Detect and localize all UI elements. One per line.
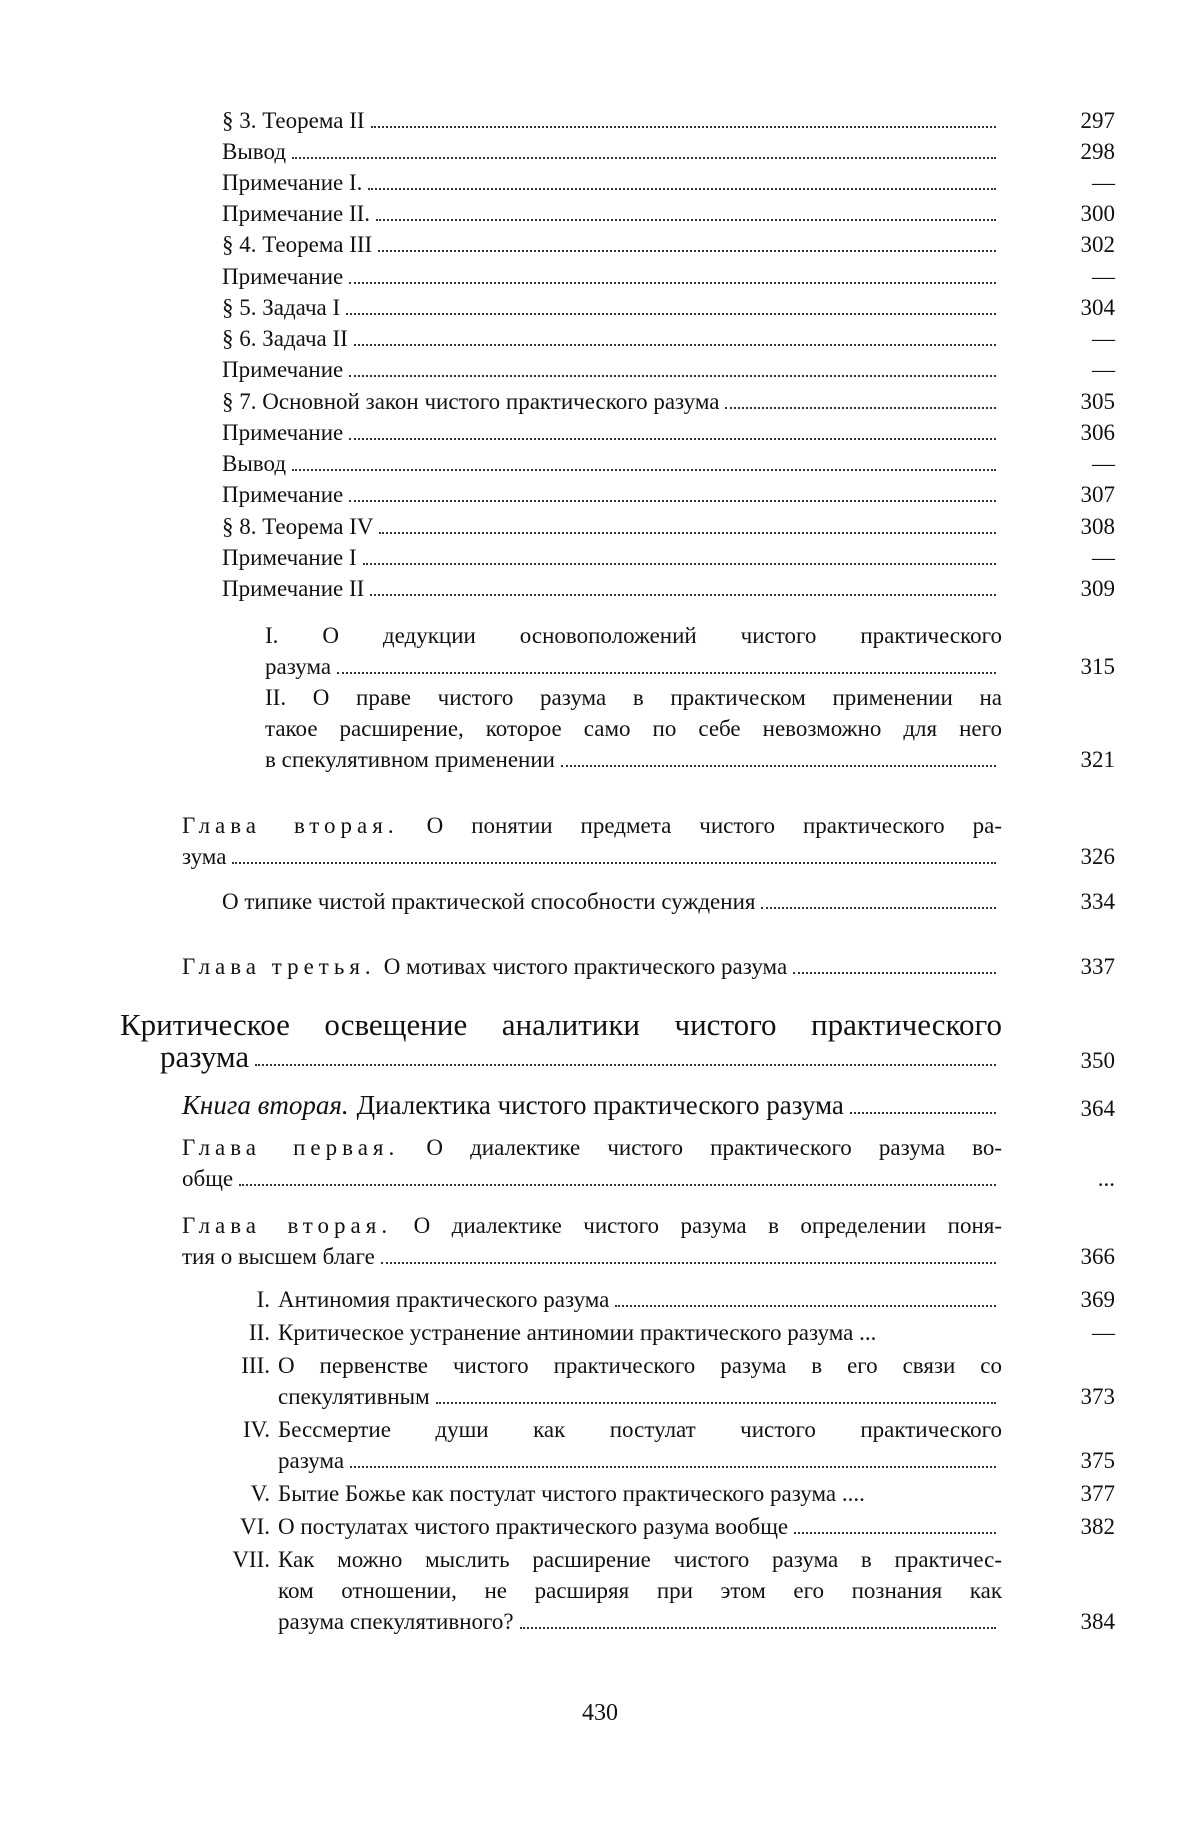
- toc-entry-text: Как можно мыслить расширение чистого разума в практичес-: [278, 1547, 1002, 1572]
- toc-entry-title: тия о высшем благе: [182, 1244, 375, 1269]
- toc-entry-text: О диалектике чистого практического разума во-: [426, 1135, 1002, 1160]
- toc-page-number: 308: [1080, 514, 1115, 539]
- toc-page-number: 309: [1080, 576, 1115, 601]
- toc-entry: [182, 1241, 1002, 1272]
- toc-entry-title: § 6. Задача II: [222, 326, 348, 351]
- toc-entry-line: [265, 682, 1002, 713]
- toc-entry: [222, 511, 1002, 542]
- book-label: Книга вторая.: [182, 1090, 349, 1120]
- item-roman-numeral: III.: [241, 1353, 270, 1378]
- toc-page-number: 307: [1080, 482, 1115, 507]
- toc-entry: [222, 323, 1002, 354]
- toc-entry-title: Примечание: [222, 482, 344, 507]
- toc-page-number: 334: [1080, 889, 1115, 914]
- dot-leader: [354, 344, 996, 346]
- toc-entry-title: Примечание I: [222, 545, 357, 570]
- dot-leader: [346, 313, 996, 315]
- dot-leader: [292, 469, 996, 471]
- toc-entry-line: [278, 1414, 1002, 1445]
- toc-page-number: —: [1092, 326, 1115, 351]
- toc-entry: [222, 542, 1002, 573]
- toc-entry-title: § 7. Основной закон чистого практического разума: [222, 389, 720, 414]
- toc-page-number: 326: [1080, 844, 1115, 869]
- toc-entry-title: Примечание: [222, 264, 344, 289]
- toc-entry: [265, 744, 1002, 775]
- dot-leader: [292, 157, 996, 159]
- toc-entry: [222, 417, 1002, 448]
- toc-entry: [222, 105, 1002, 136]
- toc-entry: [222, 292, 1002, 323]
- toc-page-number: 321: [1080, 747, 1115, 772]
- dot-leader: [725, 407, 996, 409]
- toc-entry-title: Примечание: [222, 357, 344, 382]
- dot-leader: [794, 1532, 996, 1534]
- toc-entry: [222, 354, 1002, 385]
- dot-leader: [349, 438, 996, 440]
- dot-leader: [349, 375, 996, 377]
- toc-entry: [222, 136, 1002, 167]
- chapter-label: Глава вторая.: [182, 1213, 393, 1238]
- toc-entry: [222, 886, 1002, 917]
- page-number: 430: [582, 1700, 618, 1726]
- dot-leader: [850, 1112, 996, 1114]
- toc-entry: [222, 261, 1002, 292]
- toc-page-number: —: [1092, 451, 1115, 476]
- toc-entry-text: О понятии предмета чистого практического ра-: [426, 813, 1002, 838]
- toc-entry-title: Диалектика чистого практического разума: [356, 1090, 844, 1120]
- toc-entry-title: разума: [160, 1039, 250, 1074]
- toc-page-number: 302: [1080, 232, 1115, 257]
- chapter-label: Глава первая.: [182, 1135, 400, 1160]
- toc-entry-title: § 8. Теорема IV: [222, 514, 374, 539]
- toc-entry-line: [182, 1210, 1002, 1241]
- toc-page-number: —: [1092, 357, 1115, 382]
- toc-page-number: 364: [1080, 1096, 1115, 1121]
- toc-entry-title: разума: [278, 1448, 345, 1473]
- dot-leader: [381, 1262, 996, 1264]
- toc-entry-line: Критическое устранение антиномии практического разума ...: [278, 1320, 877, 1345]
- toc-entry-title: разума: [265, 654, 332, 679]
- dot-leader: [378, 250, 996, 252]
- dot-leader: [363, 563, 996, 565]
- item-roman-numeral: I.: [256, 1287, 270, 1312]
- toc-page-number: ...: [1097, 1166, 1115, 1191]
- dot-leader: [561, 765, 996, 767]
- chapter-label: Глава вторая.: [182, 813, 399, 838]
- toc-page-number: 297: [1080, 108, 1115, 133]
- toc-entry-title: § 4. Теорема III: [222, 232, 373, 257]
- toc-page-number: 350: [1080, 1048, 1115, 1073]
- toc-page-number: —: [1092, 170, 1115, 195]
- toc-entry-line: [265, 713, 1002, 744]
- dot-leader: [239, 1184, 996, 1186]
- toc-page-number: 373: [1080, 1384, 1115, 1409]
- toc-page-number: 300: [1080, 201, 1115, 226]
- toc-entry: [278, 1445, 1002, 1476]
- toc-entry-title: § 3. Теорема II: [222, 108, 365, 133]
- toc-page-number: 366: [1080, 1244, 1115, 1269]
- toc-entry: [222, 448, 1002, 479]
- dot-leader: [349, 500, 996, 502]
- dot-leader: [376, 219, 996, 221]
- toc-page-number: —: [1092, 545, 1115, 570]
- toc-entry-title: разума спекулятивного?: [278, 1609, 514, 1634]
- toc-entry: [160, 1040, 1002, 1074]
- toc-page-number: 305: [1080, 389, 1115, 414]
- toc-page-number: 304: [1080, 295, 1115, 320]
- dot-leader: [379, 532, 996, 534]
- toc-page-number: 369: [1080, 1287, 1115, 1312]
- toc-entry: [222, 386, 1002, 417]
- dot-leader: [368, 188, 996, 190]
- toc-page-number: —: [1092, 1320, 1115, 1345]
- toc-entry: [182, 841, 1002, 872]
- toc-entry-title: зума: [182, 844, 227, 869]
- toc-entry-text: I. О дедукции основоположений чистого практического: [265, 623, 1002, 648]
- dot-leader: [520, 1627, 996, 1629]
- toc-entry-line: [182, 810, 1002, 841]
- dot-leader: [793, 972, 996, 974]
- section-heading-line: Критическое освещение аналитики чистого практического: [120, 1007, 1002, 1042]
- toc-entry: [222, 167, 1002, 198]
- toc-entry: [278, 1606, 1002, 1637]
- toc-entry-title: Примечание: [222, 420, 344, 445]
- toc-entry-title: О типике чистой практической способности суждения: [222, 889, 756, 914]
- toc-entry-line: [278, 1544, 1002, 1575]
- toc-entry: [182, 1163, 1002, 1194]
- dot-leader: [255, 1064, 996, 1066]
- toc-entry-title: Примечание II.: [222, 201, 371, 226]
- toc-page-number: —: [1092, 264, 1115, 289]
- toc-page-number: 306: [1080, 420, 1115, 445]
- toc-entry-title: О постулатах чистого практического разума вообще: [278, 1514, 789, 1539]
- toc-entry-title: спекулятивным: [278, 1384, 430, 1409]
- toc-entry: [265, 651, 1002, 682]
- item-roman-numeral: VII.: [232, 1547, 270, 1572]
- toc-entry: [222, 573, 1002, 604]
- toc-entry-text: О диалектике чистого разума в определении поня-: [413, 1213, 1002, 1238]
- toc-entry-text: Бессмертие души как постулат чистого практического: [278, 1417, 1002, 1442]
- toc-page-number: 375: [1080, 1448, 1115, 1473]
- toc-entry-text: ком отношении, не расширяя при этом его познания как: [278, 1578, 1002, 1603]
- item-roman-numeral: II.: [248, 1320, 270, 1345]
- toc-page-number: 337: [1080, 954, 1115, 979]
- item-roman-numeral: V.: [250, 1481, 270, 1506]
- item-roman-numeral: IV.: [242, 1417, 270, 1442]
- toc-entry-title: Примечание I.: [222, 170, 363, 195]
- toc-entry-title: Примечание II: [222, 576, 365, 601]
- dot-leader: [436, 1402, 996, 1404]
- toc-entry-text: О первенстве чистого практического разума в его связи со: [278, 1353, 1002, 1378]
- toc-entry: [222, 479, 1002, 510]
- toc-entry-line: [265, 620, 1002, 651]
- toc-page-number: 298: [1080, 139, 1115, 164]
- toc-entry-title: § 5. Задача I: [222, 295, 341, 320]
- toc-entry-title: О мотивах чистого практического разума: [383, 954, 788, 979]
- toc-entry: [278, 1511, 1002, 1542]
- dot-leader: [349, 282, 996, 284]
- toc-entry-text: такое расширение, которое само по себе невозможно для него: [265, 716, 1002, 741]
- chapter-label: Глава третья.: [182, 954, 376, 979]
- toc-entry-title: в спекулятивном применении: [265, 747, 555, 772]
- dot-leader: [761, 907, 996, 909]
- dot-leader: [350, 1466, 996, 1468]
- dot-leader: [232, 862, 996, 864]
- toc-entry-line: [278, 1350, 1002, 1381]
- toc-page-number: 382: [1080, 1514, 1115, 1539]
- toc-entry: [278, 1284, 1002, 1315]
- toc-entry-line: Бытие Божье как постулат чистого практического разума ....: [278, 1481, 865, 1506]
- toc-page-number: 377: [1080, 1481, 1115, 1506]
- toc-entry-line: [182, 1132, 1002, 1163]
- dot-leader: [337, 672, 996, 674]
- dot-leader: [371, 126, 996, 128]
- toc-entry-title: Антиномия практического разума: [278, 1287, 610, 1312]
- toc-entry-line: [278, 1575, 1002, 1606]
- toc-entry-title: обще: [182, 1166, 234, 1191]
- toc-entry-title: Вывод: [222, 451, 287, 476]
- toc-entry: [222, 229, 1002, 260]
- toc-entry-text: II. О праве чистого разума в практическом применении на: [265, 685, 1002, 710]
- toc-page-number: 384: [1080, 1609, 1115, 1634]
- dot-leader: [370, 594, 996, 596]
- toc-entry: [182, 1088, 1002, 1122]
- toc-entry: [182, 951, 1002, 982]
- toc-page-number: 315: [1080, 654, 1115, 679]
- dot-leader: [615, 1305, 996, 1307]
- toc-entry: [278, 1381, 1002, 1412]
- toc-entry: [222, 198, 1002, 229]
- item-roman-numeral: VI.: [239, 1514, 270, 1539]
- toc-entry-title: Вывод: [222, 139, 287, 164]
